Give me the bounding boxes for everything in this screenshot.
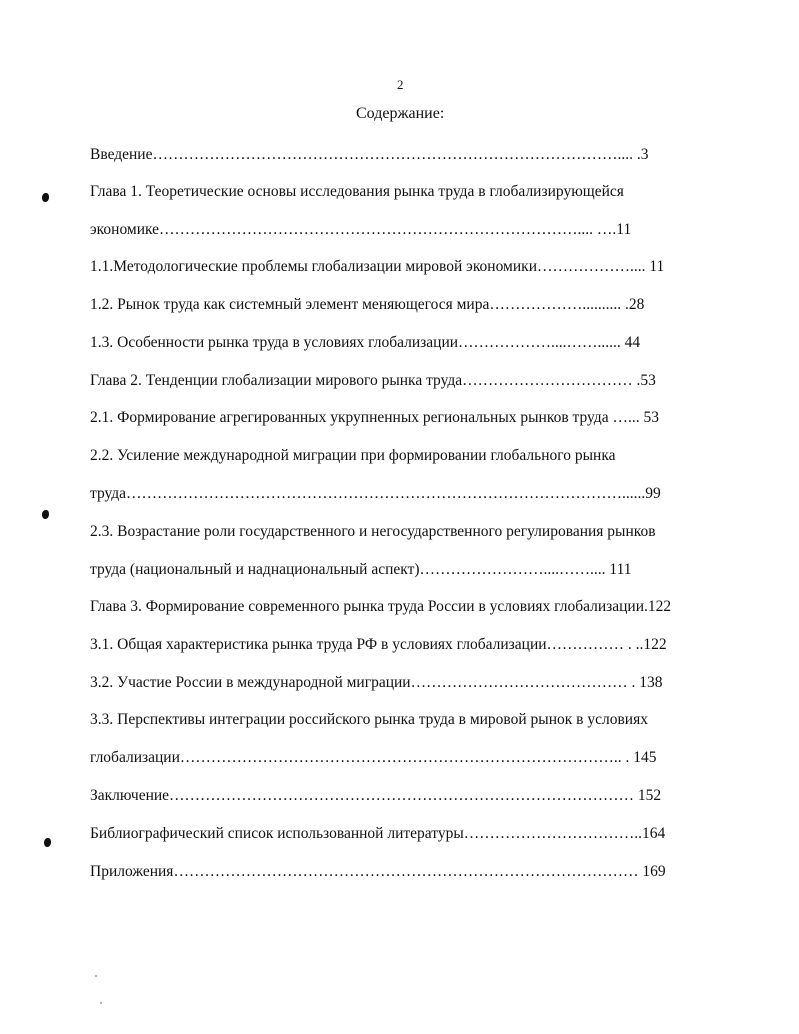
toc-entry-3-2: 3.2. Участие России в международной миграции…………………………………… . 138 — [90, 674, 663, 691]
scan-mark — [42, 193, 49, 202]
toc-entry-1-2: 1.2. Рынок труда как системный элемент меняющегося мира……………….......... .28 — [90, 296, 645, 313]
toc-entry-2-3-title: 2.3. Возрастание роли государственного и негосударственного регулирования рынков — [90, 523, 656, 540]
toc-entry-chapter-3: Глава 3. Формирование современного рынка труда России в условиях глобализации.122 — [90, 598, 672, 615]
toc-entry-1-1: 1.1.Методологические проблемы глобализации мировой экономики……………….... 11 — [90, 258, 665, 275]
toc-entry-bibliography: Библиографический список использованной литературы……………………………..164 — [90, 825, 666, 842]
toc-entry-chapter-2: Глава 2. Тенденции глобализации мирового рынка труда…………………………… .53 — [90, 372, 656, 389]
page-number: 2 — [397, 77, 404, 92]
scan-speck — [100, 1002, 102, 1004]
toc-entry-3-3-title: 3.3. Перспективы интеграции российского рынка труда в мировой рынок в условиях — [90, 711, 648, 728]
scan-mark — [42, 510, 49, 519]
toc-entry-2-1: 2.1. Формирование агрегированных укрупненных региональных рынков труда …... 53 — [90, 409, 659, 426]
scan-mark — [44, 838, 51, 847]
toc-entry-introduction: Введение……………………………………………………………………………….... .3 — [90, 146, 649, 163]
toc-entry-3-3-page: глобализации………………………………………………………………………….. . 145 — [90, 749, 657, 766]
toc-entry-appendices: Приложения……………………………………………………………………………… 169 — [90, 863, 666, 880]
toc-entry-2-2-title: 2.2. Усиление международной миграции при формировании глобального рынка — [90, 447, 616, 464]
toc-entry-chapter-1-title: Глава 1. Теоретические основы исследования рынка труда в глобализирующейся — [90, 183, 624, 200]
toc-entry-2-3-page: труда (национальный и наднациональный аспект)……………………....…….... 111 — [90, 561, 632, 578]
scan-speck — [95, 975, 97, 977]
toc-entry-3-1: 3.1. Общая характеристика рынка труда РФ в условиях глобализации…………… . ..122 — [90, 636, 667, 653]
toc-entry-2-2-page: труда……………………………………………………………………………………......99 — [90, 485, 661, 502]
toc-heading: Содержание: — [356, 105, 445, 122]
toc-entry-1-3: 1.3. Особенности рынка труда в условиях глобализации………………....……...... 44 — [90, 334, 641, 351]
toc-entry-conclusion: Заключение……………………………………………………………………………… 152 — [90, 787, 662, 804]
toc-entry-chapter-1-page: экономике……………………………………………………………………….... ….11 — [90, 221, 632, 238]
